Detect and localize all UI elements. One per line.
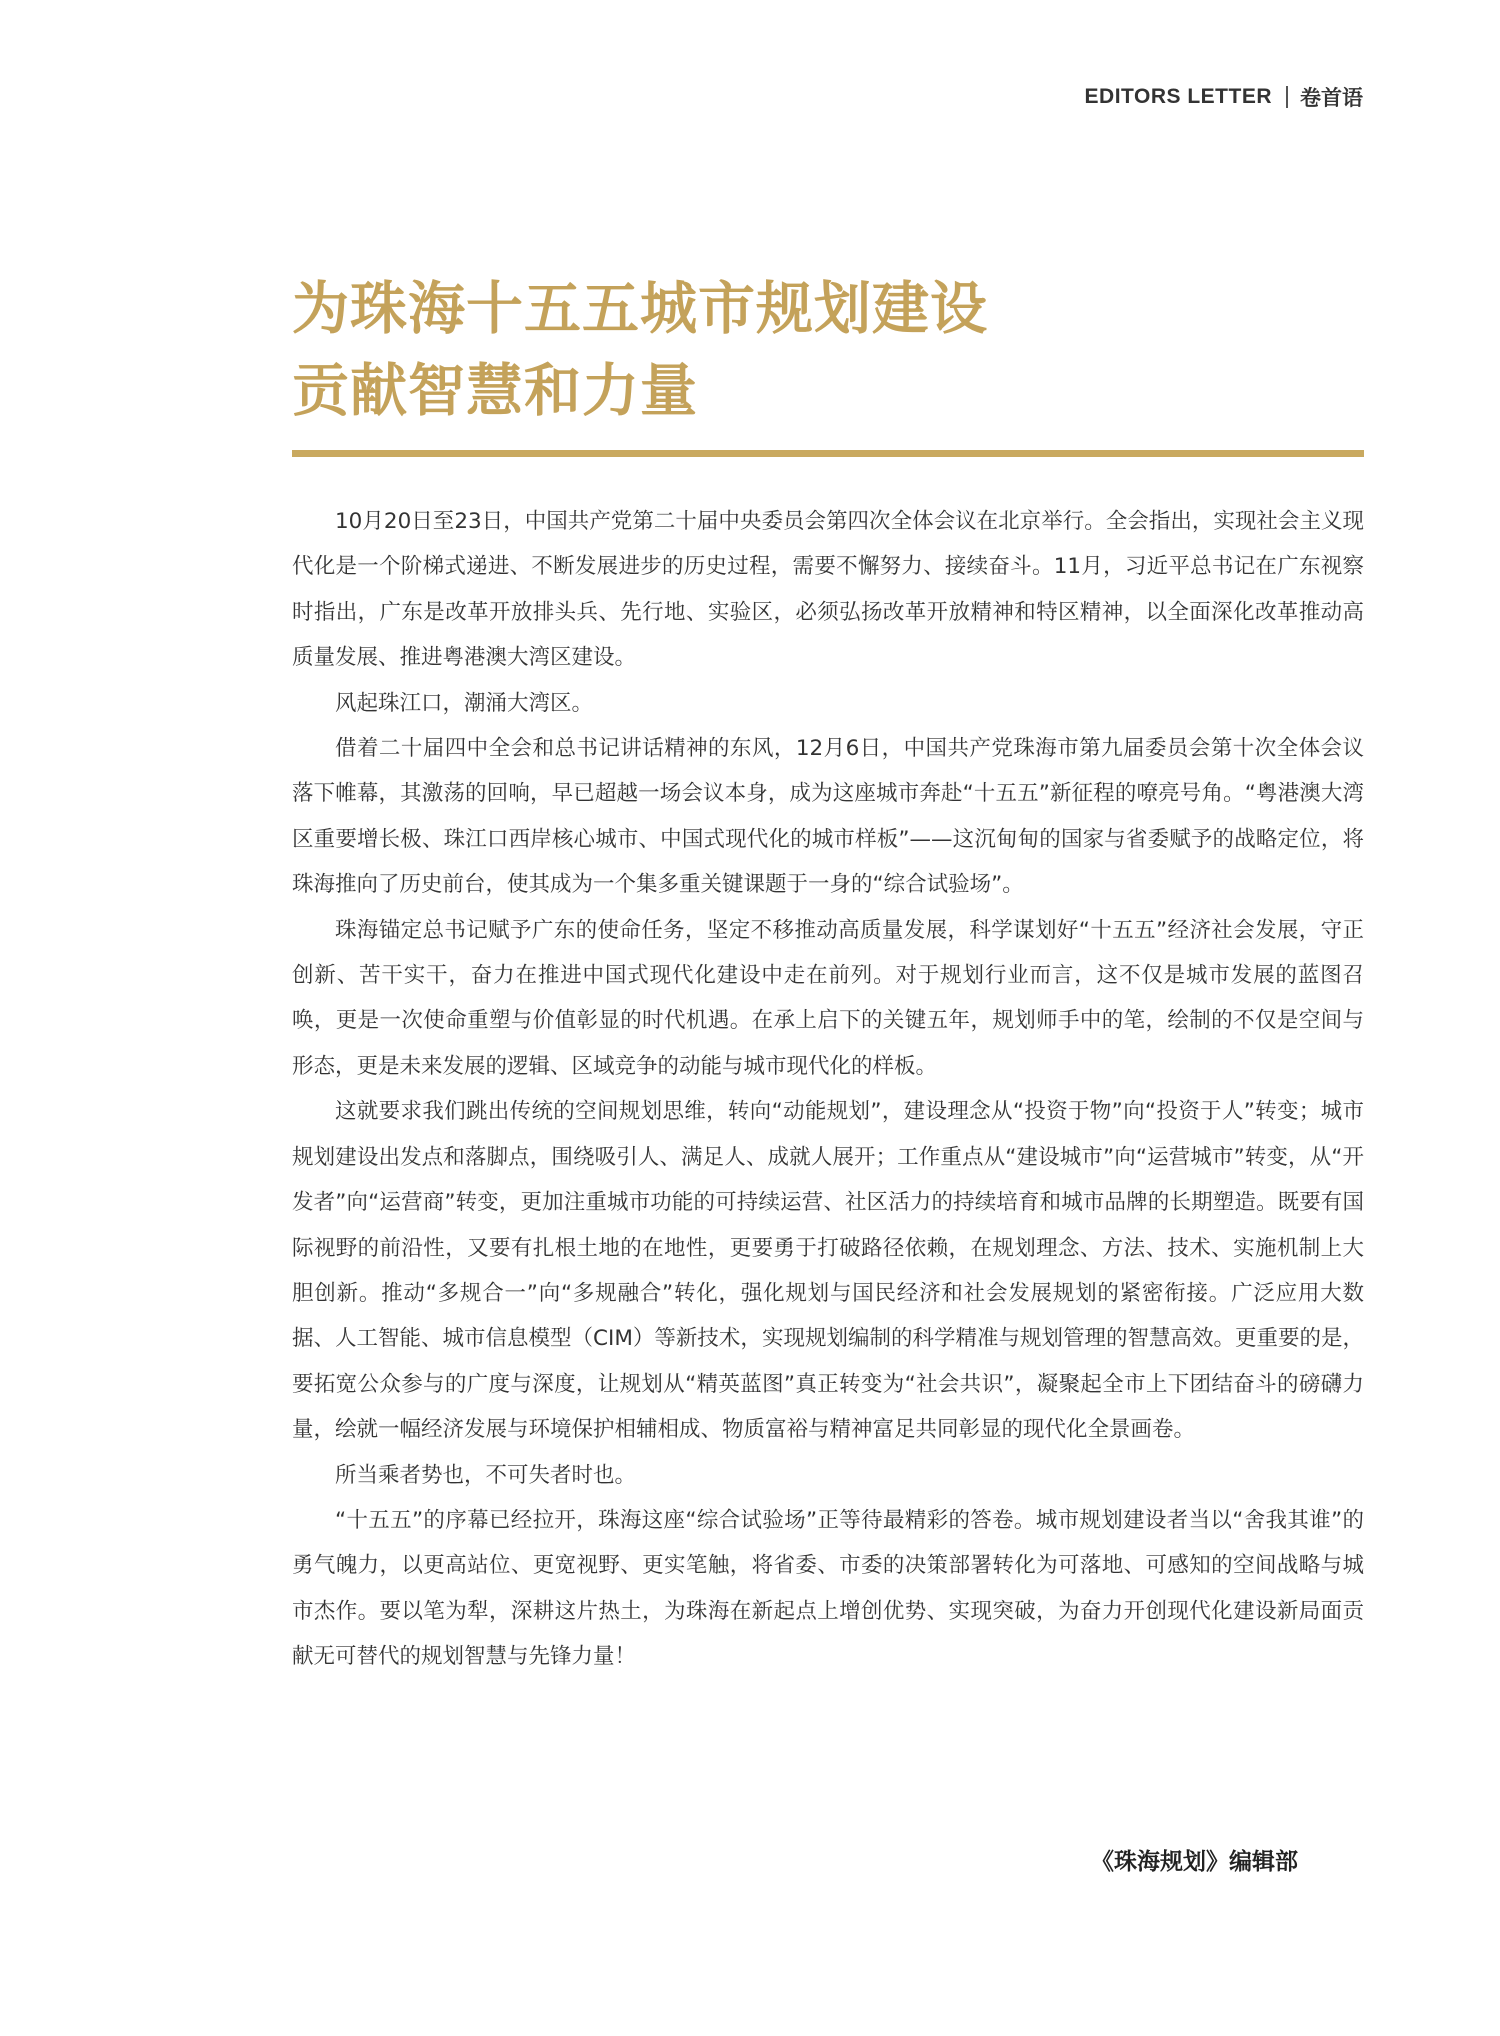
title-line-1: 为珠海十五五城市规划建设	[292, 276, 988, 342]
paragraph: 10月20日至23日，中国共产党第二十届中央委员会第四次全体会议在北京举行。全会指出，实现社会主义现代化是一个阶梯式递进、不断发展进步的历史过程，需要不懈努力、接续奋斗。11月，习近平总书记在广东视察时指出，广东是改革开放排头兵、先行地、实验区，必须弘扬改革开放精神和特区精神，以全面深化改革推动高质量发展、推进粤港澳大湾区建设。	[292, 509, 1364, 671]
section-label-en: EDITORS LETTER	[1084, 85, 1272, 108]
paragraph: 这就要求我们跳出传统的空间规划思维，转向“动能规划”，建设理念从“投资于物”向“投资于人”转变；城市规划建设出发点和落脚点，围绕吸引人、满足人、成就人展开；工作重点从“建设城市”向“运营城市”转变，从“开发者”向“运营商”转变，更加注重城市功能的可持续运营、社区活力的持续培育和城市品牌的长期塑造。既要有国际视野的前沿性，又要有扎根土地的在地性，更要勇于打破路径依赖，在规划理念、方法、技术、实施机制上大胆创新。推动“多规合一”向“多规融合”转化，强化规划与国民经济和社会发展规划的紧密衔接。广泛应用大数据、人工智能、城市信息模型（CIM）等新技术，实现规划编制的科学精准与规划管理的智慧高效。更重要的是，要拓宽公众参与的广度与深度，让规划从“精英蓝图”真正转变为“社会共识”，凝聚起全市上下团结奋斗的磅礴力量，绘就一幅经济发展与环境保护相辅相成、物质富裕与精神富足共同彰显的现代化全景画卷。	[292, 1099, 1364, 1443]
signature: 《珠海规划》编辑部	[1091, 1849, 1298, 1875]
section-header	[1085, 82, 1363, 112]
paragraph: 珠海锚定总书记赋予广东的使命任务，坚定不移推动高质量发展，科学谋划好“十五五”经济社会发展，守正创新、苦干实干，奋力在推进中国式现代化建设中走在前列。对于规划行业而言，这不仅是城市发展的蓝图召唤，更是一次使命重塑与价值彰显的时代机遇。在承上启下的关键五年，规划师手中的笔，绘制的不仅是空间与形态，更是未来发展的逻辑、区域竞争的动能与城市现代化的样板。	[292, 917, 1364, 1079]
title-divider	[292, 450, 1364, 457]
title-line-2: 贡献智慧和力量	[292, 358, 698, 424]
header-divider	[1286, 86, 1288, 108]
article-title	[292, 268, 988, 432]
paragraph: 风起珠江口，潮涌大湾区。	[335, 690, 594, 716]
article-body	[292, 499, 1364, 1680]
paragraph: 借着二十届四中全会和总书记讲话精神的东风，12月6日，中国共产党珠海市第九届委员会第十次全体会议落下帷幕，其激荡的回响，早已超越一场会议本身，成为这座城市奔赴“十五五”新征程的嘹亮号角。“粤港澳大湾区重要增长极、珠江口西岸核心城市、中国式现代化的城市样板”——这沉甸甸的国家与省委赋予的战略定位，将珠海推向了历史前台，使其成为一个集多重关键课题于一身的“综合试验场”。	[292, 736, 1364, 898]
section-label-cn: 卷首语	[1300, 86, 1363, 110]
paragraph: 所当乘者势也，不可失者时也。	[335, 1462, 637, 1488]
paragraph: “十五五”的序幕已经拉开，珠海这座“综合试验场”正等待最精彩的答卷。城市规划建设者当以“舍我其谁”的勇气魄力，以更高站位、更宽视野、更实笔触，将省委、市委的决策部署转化为可落地、可感知的空间战略与城市杰作。要以笔为犁，深耕这片热土，为珠海在新起点上增创优势、实现突破，为奋力开创现代化建设新局面贡献无可替代的规划智慧与先锋力量！	[292, 1507, 1364, 1670]
